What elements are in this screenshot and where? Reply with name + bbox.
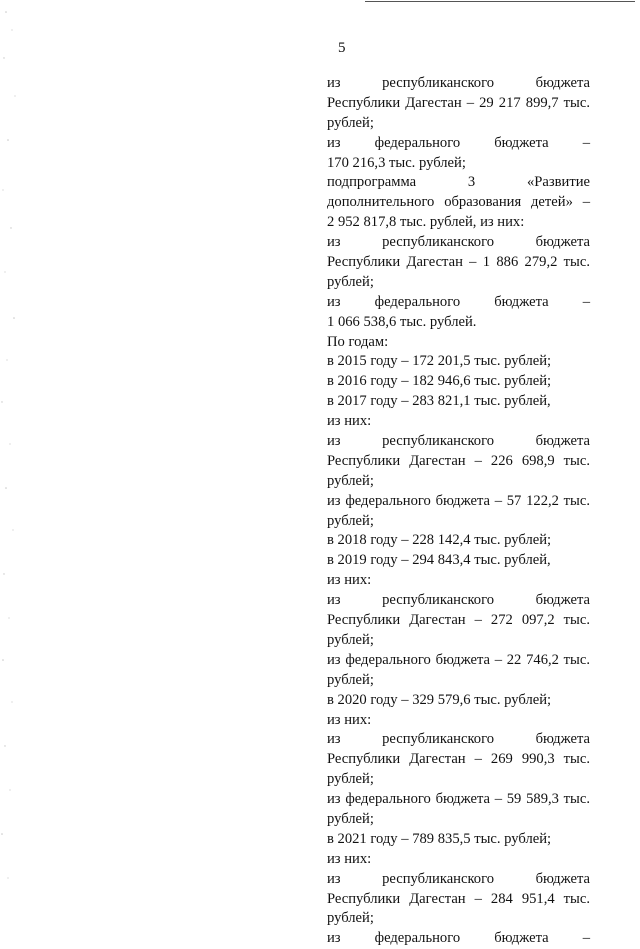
text-line: Республики Дагестан – 29 217 899,7 тыс.	[327, 94, 590, 111]
text-line: 2 952 817,8 тыс. рублей, из них:	[327, 214, 525, 231]
text-line: из республиканского бюджета	[327, 592, 590, 609]
text-line: рублей;	[327, 631, 374, 648]
text-line: рублей;	[327, 472, 374, 489]
text-line: в 2020 году – 329 579,6 тыс. рублей;	[327, 691, 552, 708]
text-line: рублей;	[327, 910, 374, 927]
text-line: рублей;	[327, 273, 374, 290]
text-line: из федерального бюджета –	[327, 293, 590, 310]
text-line: из республиканского бюджета	[327, 870, 590, 887]
text-line: из республиканского бюджета	[327, 731, 590, 748]
text-line: рублей;	[327, 771, 374, 788]
text-line: Республики Дагестан – 1 886 279,2 тыс.	[327, 254, 590, 271]
text-line: Республики Дагестан – 269 990,3 тыс.	[327, 751, 590, 768]
text-line: По годам:	[327, 333, 389, 350]
text-line: из федерального бюджета – 59 589,3 тыс.	[327, 791, 590, 808]
text-line: рублей;	[327, 512, 374, 529]
text-line: 170 216,3 тыс. рублей;	[327, 154, 466, 171]
text-line: из республиканского бюджета	[327, 234, 590, 251]
text-line: из них:	[327, 413, 372, 430]
text-line: из них:	[327, 572, 372, 589]
text-line: в 2018 году – 228 142,4 тыс. рублей;	[327, 532, 552, 549]
text-line: подпрограмма 3 «Развитие	[327, 174, 590, 191]
scan-top-edge-line	[365, 1, 635, 2]
text-line: из республиканского бюджета	[327, 433, 590, 450]
page-number: 5	[338, 40, 346, 56]
text-line: в 2017 году – 283 821,1 тыс. рублей,	[327, 393, 551, 410]
text-line: в 2016 году – 182 946,6 тыс. рублей;	[327, 373, 552, 390]
text-line: из республиканского бюджета	[327, 75, 590, 91]
text-line: 1 066 538,6 тыс. рублей.	[327, 313, 477, 330]
text-line: из федерального бюджета –	[327, 134, 590, 151]
text-line: из федерального бюджета – 22 746,2 тыс.	[327, 651, 590, 668]
body-text	[327, 74, 590, 949]
text-line: Республики Дагестан – 284 951,4 тыс.	[327, 890, 590, 907]
text-line: из них:	[327, 850, 372, 867]
text-line: рублей;	[327, 810, 374, 827]
text-line: рублей;	[327, 114, 374, 131]
text-line: Республики Дагестан – 272 097,2 тыс.	[327, 612, 590, 629]
text-line: рублей;	[327, 671, 374, 688]
text-line: в 2015 году – 172 201,5 тыс. рублей;	[327, 353, 552, 370]
text-line: в 2019 году – 294 843,4 тыс. рублей,	[327, 552, 551, 569]
text-line: из федерального бюджета – 57 122,2 тыс.	[327, 492, 590, 509]
text-line: Республики Дагестан – 226 698,9 тыс.	[327, 452, 590, 469]
text-line: из них:	[327, 711, 372, 728]
text-line: в 2021 году – 789 835,5 тыс. рублей;	[327, 830, 552, 847]
scan-edge-noise	[0, 0, 40, 905]
text-line: дополнительного образования детей» –	[327, 194, 590, 211]
text-line: из федерального бюджета –	[327, 930, 590, 947]
